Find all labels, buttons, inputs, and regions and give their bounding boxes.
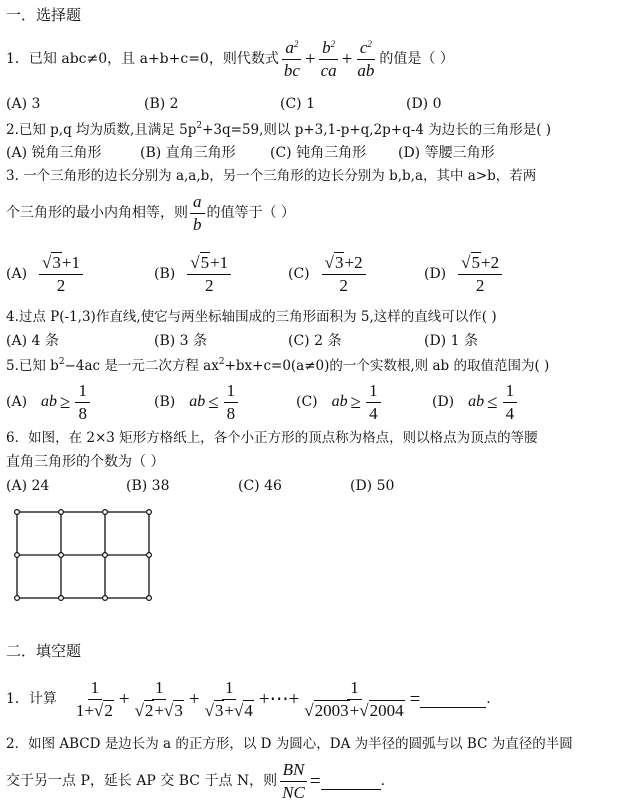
fill-question-2-line2: 交于另一点 P，延长 AP 交 BC 于点 N，则 $\frac{BN}{NC}$ = .: [6, 759, 386, 802]
q3-option-c: (C) √3+2 2: [288, 248, 368, 300]
q1-option-c: (C) 1: [280, 96, 315, 112]
q1-option-b: (B) 2: [144, 96, 179, 112]
q5-option-c: (C) ab ≥ $\frac{1}{4}$: [296, 378, 383, 426]
grid-point: [103, 596, 108, 601]
q6-option-c: (C) 46: [238, 478, 282, 494]
question-3-line2: 个三角形的最小内角相等，则 a b 的值等于（ ）: [6, 191, 295, 234]
grid-point: [15, 553, 20, 558]
section-title-choice: 一．选择题: [6, 6, 82, 24]
term-last: $\frac{1}{√2003+√2004}$: [304, 677, 404, 720]
q6-option-b: (B) 38: [126, 478, 170, 494]
section-title-fill: 二．填空题: [6, 642, 82, 660]
q4-option-b: (B) 3 条: [154, 333, 208, 349]
fraction-a2-bc: $a^2$ bc: [283, 37, 300, 80]
q5-option-d: (D) ab ≤ $\frac{1}{4}$: [432, 378, 519, 426]
grid-point: [15, 596, 20, 601]
question-1: 1．已知 abc≠0，且 a+b+c=0，则代数式 $a^2$ bc + $\frac{b^2}{ca}$ + $\frac{c^2}{ab}$ 的值是（ ）: [6, 37, 454, 80]
question-1-tail: 的值是（ ）: [379, 51, 454, 67]
grid-point: [59, 596, 64, 601]
q4-option-c: (C) 2 条: [288, 333, 342, 349]
fraction-bn-nc: $\frac{BN}{NC}$: [279, 761, 308, 802]
question-6-line1: 6．如图，在 2×3 矩形方格纸上，各个小正方形的顶点称为格点，则以格点为顶点的等腰: [6, 430, 538, 446]
fill-question-1: 1．计算 1 1+√2 + $\frac{1}{√2+√3}$ + $\frac{1}{√3+√4}$ +⋯+ $\frac{1}{√2003+√2004}$ = .: [6, 677, 491, 720]
question-4: 4.过点 P(-1,3)作直线,使它与两坐标轴围成的三角形面积为 5,这样的直线可以作( ): [6, 309, 497, 325]
grid-point: [15, 510, 20, 515]
q6-option-d: (D) 50: [350, 478, 395, 494]
q2-option-a: (A) 锐角三角形: [6, 145, 102, 161]
grid-point: [59, 510, 64, 515]
grid-point: [147, 553, 152, 558]
q3-option-a: (A) √3+1 2: [6, 248, 85, 300]
q3-option-b: (B) √5+1 2: [154, 248, 233, 300]
fraction-b2-ca: $\frac{b^2}{ca}$: [320, 37, 337, 80]
answer-blank[interactable]: [420, 691, 486, 708]
q1-option-d: (D) 0: [406, 96, 442, 112]
fraction-c2-ab: $\frac{c^2}{ab}$: [357, 37, 375, 80]
q2-option-c: (C) 钝角三角形: [270, 145, 367, 161]
term-1: 1 1+√2: [75, 677, 113, 720]
question-2: 2.已知 p,q 均为质数,且满足 $5p^2+3q=59$,则以 p+3,1-p+q,2p+q-4 为边长的三角形是( ): [6, 121, 552, 138]
q6-option-a: (A) 24: [6, 478, 50, 494]
question-3-line1: 3. 一个三角形的边长分别为 a,a,b，另一个三角形的边长分别为 b,b,a，其中 a>b，若两: [6, 168, 537, 184]
fill-question-2-line1: 2．如图 ABCD 是边长为 a 的正方形，以 D 为圆心，DA 为半径的圆弧与以 BC 为直径的半圆: [6, 736, 573, 752]
grid-point: [103, 553, 108, 558]
grid-point: [59, 553, 64, 558]
q4-option-d: (D) 1 条: [424, 333, 478, 349]
grid-point: [147, 596, 152, 601]
fraction-a-b: a b: [190, 193, 205, 234]
q5-option-b: (B) ab ≤ $\frac{1}{8}$: [154, 378, 240, 426]
term-3: $\frac{1}{√3+√4}$: [204, 677, 253, 720]
q2-option-d: (D) 等腰三角形: [398, 145, 495, 161]
question-6-line2: 直角三角形的个数为（ ）: [6, 454, 165, 470]
q5-option-a: (A) ab ≥ $\frac{1}{8}$: [6, 378, 92, 426]
q4-option-a: (A) 4 条: [6, 333, 59, 349]
grid-point: [103, 510, 108, 515]
answer-blank[interactable]: [321, 773, 381, 790]
q1-option-a: (A) 3: [6, 96, 41, 112]
question-5: 5.已知 $b^2-4ac$ 是一元二次方程 $ax^2+bx+c=0(a\ne 0)$的一个实数根,则 ab 的取值范围为( ): [6, 357, 550, 374]
q2-option-b: (B) 直角三角形: [140, 145, 236, 161]
question-1-text: 1．已知 abc≠0，且 a+b+c=0，则代数式: [6, 51, 279, 67]
grid-point: [147, 510, 152, 515]
term-2: $\frac{1}{√2+√3}$: [134, 677, 183, 720]
q3-option-d: (D) √5+2 2: [424, 248, 504, 300]
